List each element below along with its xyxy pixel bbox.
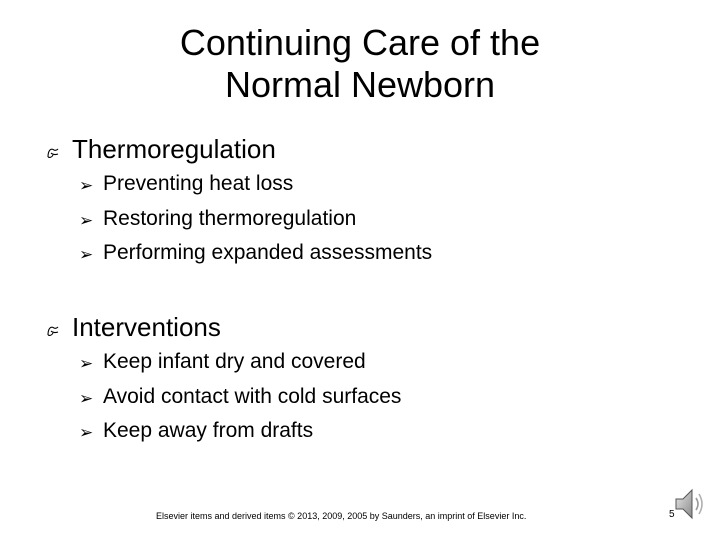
arrow-bullet-icon: ➢	[79, 423, 94, 442]
arrow-bullet-icon: ➢	[79, 210, 94, 230]
list-item-label: Keep away from drafts	[103, 419, 314, 442]
scroll-bullet-icon	[46, 147, 60, 159]
arrow-bullet-icon: ➢	[79, 354, 94, 373]
list-item-label: Performing expanded assessments	[103, 241, 433, 264]
list-item-label: Keep infant dry and covered	[103, 350, 366, 373]
title-line-2: Normal Newborn	[224, 64, 496, 105]
list-item-label: Restoring thermoregulation	[103, 206, 357, 230]
section-heading: Thermoregulation	[72, 134, 276, 164]
arrow-bullet-icon: ➢	[79, 176, 94, 195]
title-line-1: Continuing Care of the	[179, 22, 541, 63]
scroll-bullet-icon	[46, 325, 60, 337]
slide-number: 5	[669, 509, 675, 520]
slide-title	[0, 22, 720, 106]
speaker-icon[interactable]	[672, 484, 708, 524]
section-heading: Interventions	[72, 312, 221, 342]
arrow-bullet-icon: ➢	[79, 388, 94, 408]
list-item-label: Avoid contact with cold surfaces	[103, 384, 402, 408]
copyright-footer: Elsevier items and derived items © 2013, 2009, 2005 by Saunders, an imprint of Elsevier Inc.	[156, 511, 527, 521]
list-item-label: Preventing heat loss	[103, 172, 294, 195]
arrow-bullet-icon: ➢	[79, 245, 94, 264]
